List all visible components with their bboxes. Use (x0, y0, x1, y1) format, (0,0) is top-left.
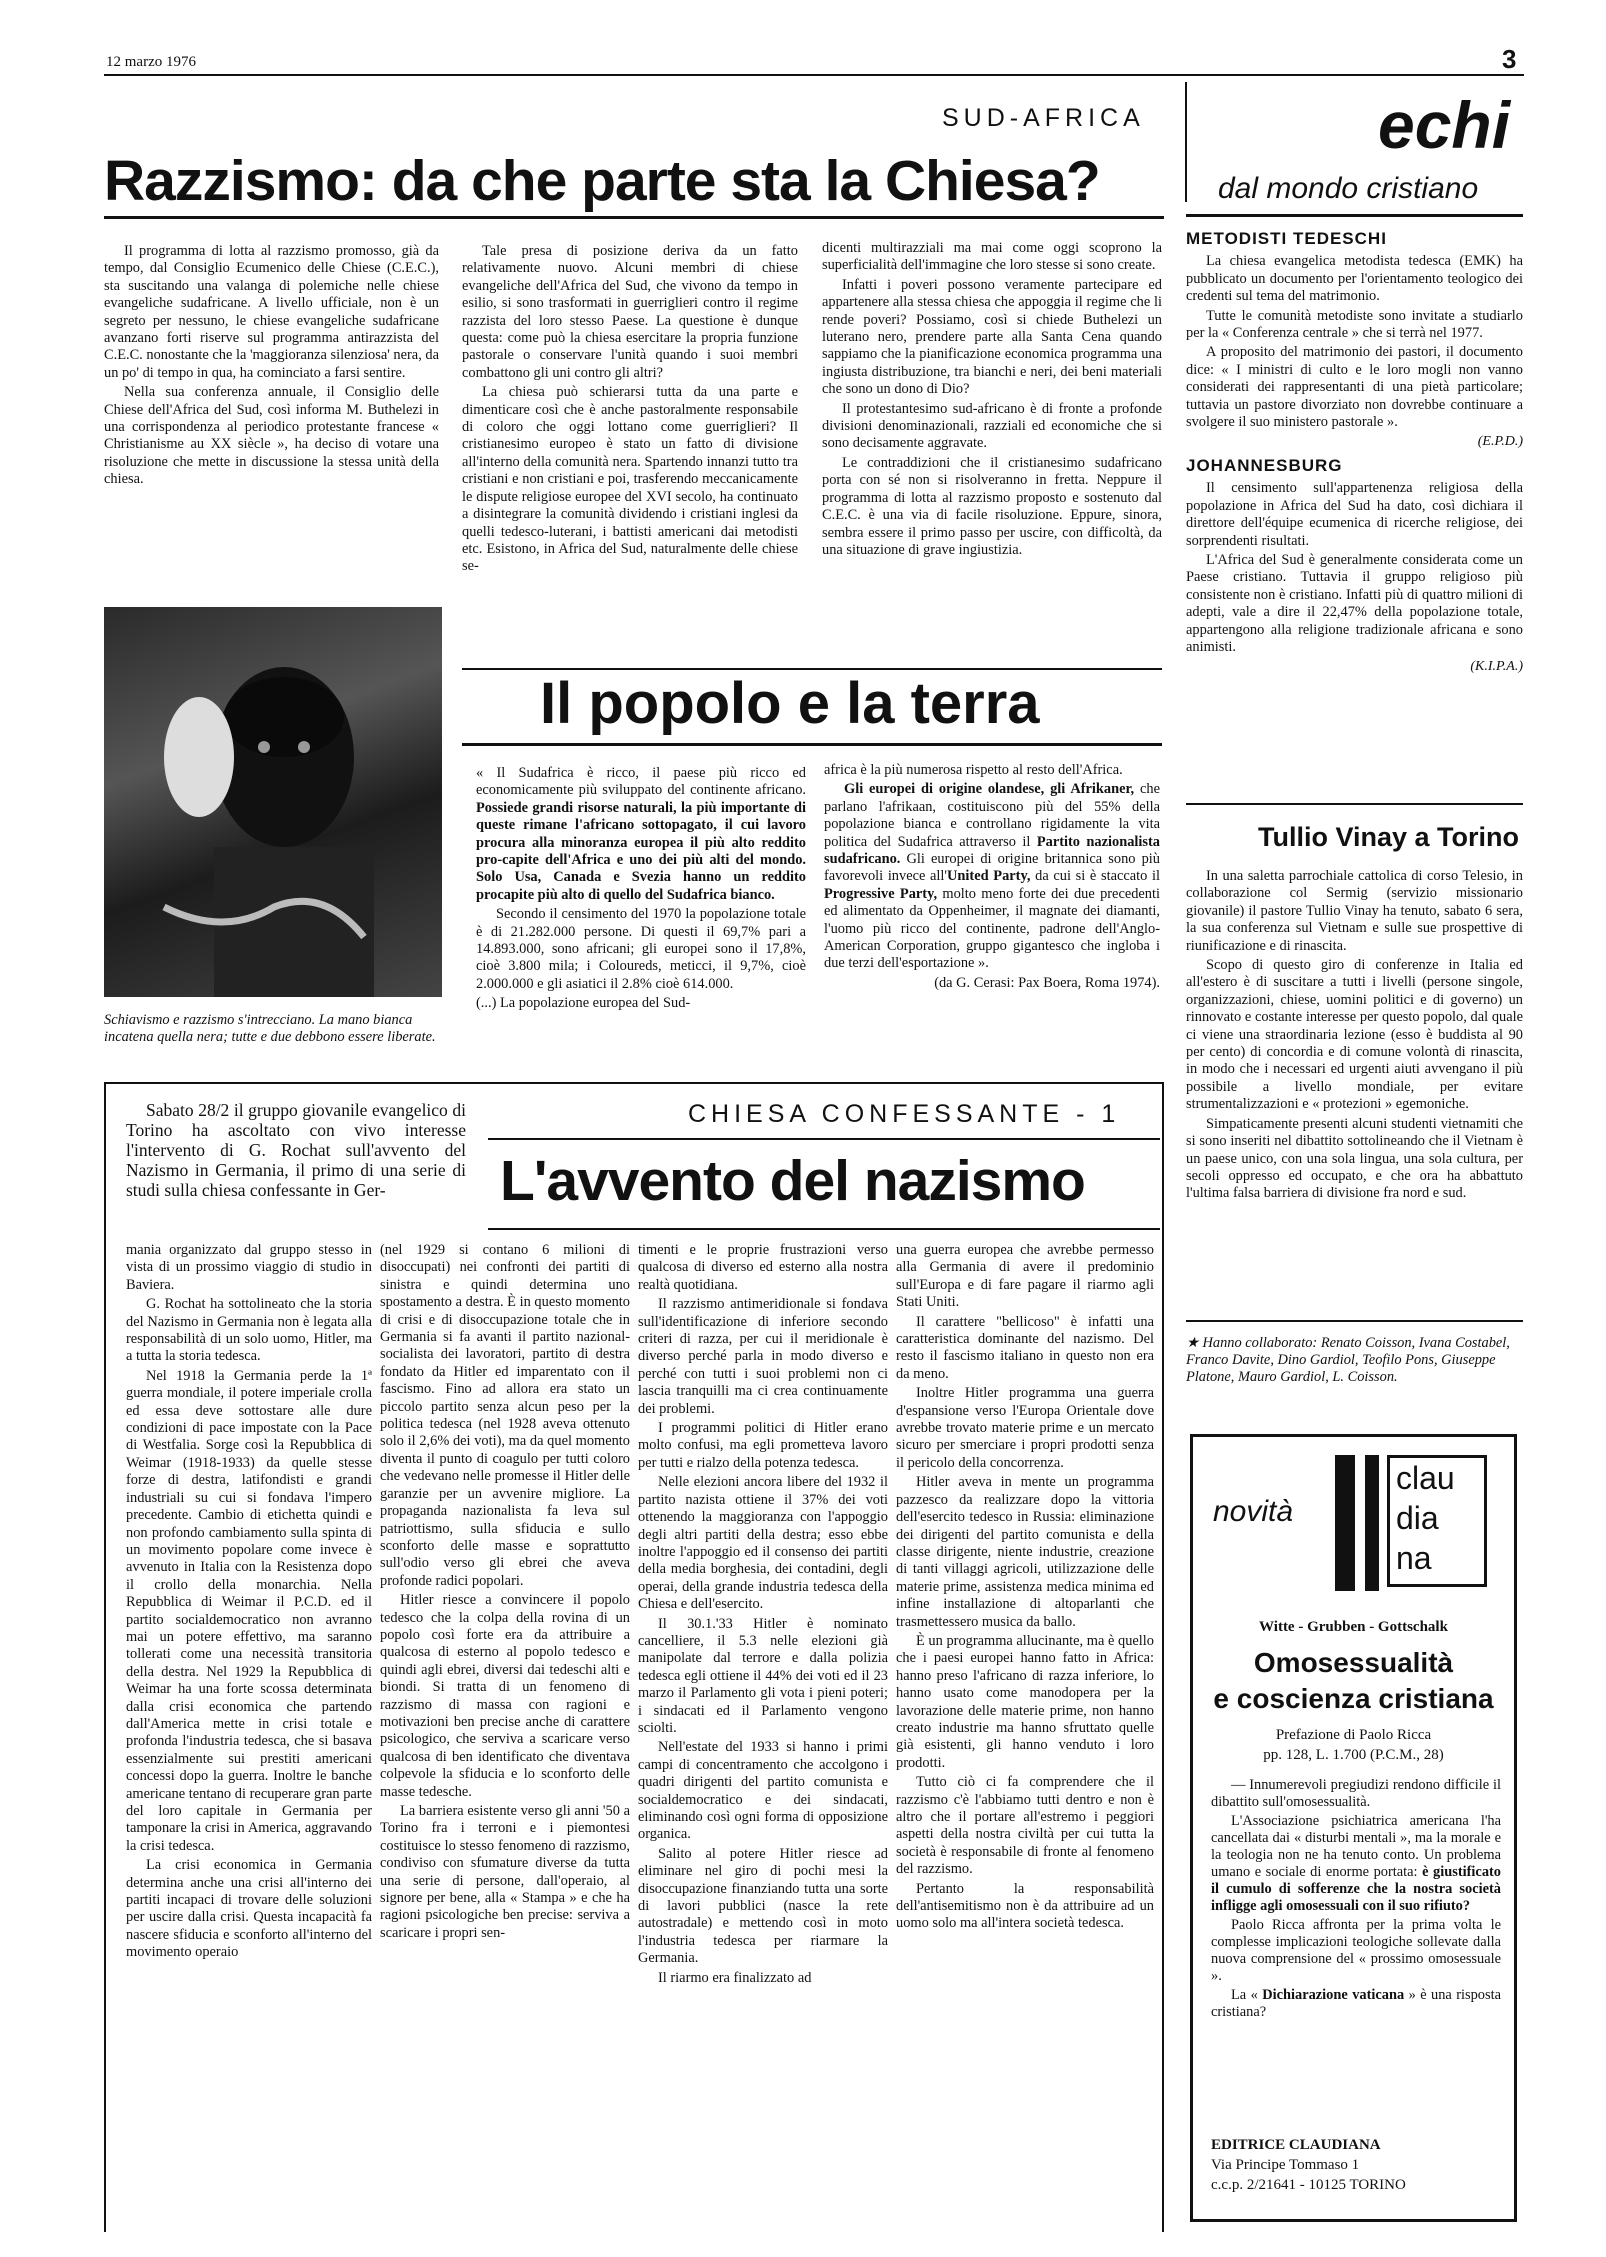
echi-column (1186, 230, 1523, 790)
paragraph: La barriera esistente verso gli anni '50 a Torino fra i terroni e i piemontesi costituisce lo stesso fenomeno di razzismo, condiviso con sfumature diverse da tutta una serie di persone, dall'operaio, al signore per bene, alla « Stampa » e che ha ragioni psicologiche ben precise: serviva a scaricare i propri sen- (380, 1803, 630, 1941)
paragraph: La « Dichiarazione vaticana » è una risposta cristiana? (1211, 1987, 1501, 2020)
nazismo-box-right (1162, 1082, 1164, 2232)
ad-title-1: Omosessualità (1253, 1647, 1454, 1678)
paragraph: In una saletta parrochiale cattolica di corso Telesio, in collaborazione col Sermig (servizio missionario giovanile) il pastore Tullio Vinay ha tenuto, sabato 6 sera, la sua conferenza sul Vietnam e sulle sue prospettive di riunificazione e di rinascita. (1186, 868, 1523, 954)
paragraph: Hitler riesce a convincere il popolo tedesco che la colpa della rovina di un popolo così forte era da attribuire a qualcosa di esterno al popolo tedesco e quindi agli ebrei, diversi dai tedeschi alti e biondi. Si tratta di un fenomeno di razzismo di massa con ragioni e motivazioni ben precise anche di carattere psicologico, che serviva a scaricare verso qualcosa di ben identificato che diventava colpevole la sfiducia e lo sconforto delle masse tedesche. (380, 1592, 630, 1800)
vinay-divider (1186, 1320, 1523, 1322)
paragraph: Il razzismo antimeridionale si fondava sull'identificazione di inferiore secondo criteri di razza, per cui il meridionale è diverso perché parla in modo diverso e perché con tutti i suoi problemi non ci lascia tranquilli ma ci crea continuamente dei problemi. (638, 1296, 888, 1417)
page-number: 3 (1502, 44, 1517, 74)
paragraph: (...) La popolazione europea del Sud- (476, 995, 691, 1012)
sudafrica-headline: Razzismo: da che parte sta la Chiesa? (104, 149, 1100, 213)
vinay-headline: Tullio Vinay a Torino (1258, 822, 1520, 852)
paragraph: A proposito del matrimonio dei pastori, il documento dice: « I ministri di culto e le loro mogli non vanno considerati dei rappresentanti di una pietà particolare; tuttavia un pastore divorziato non dovrebbe continuare a svolgere il suo ministero pastorale ». (1186, 344, 1523, 431)
ad-account: c.c.p. 2/21641 - 10125 TORINO (1211, 2177, 1406, 2193)
echi-section2-source: (K.I.P.A.) (1470, 659, 1523, 675)
nazismo-kicker-rule (488, 1138, 1160, 1140)
ad-pages: pp. 128, L. 1.700 (P.C.M., 28) (1263, 1747, 1444, 1763)
nazismo-intro: Sabato 28/2 il gruppo giovanile evangelico di Torino ha ascoltato con vivo interesse l'intervento di G. Rochat sull'avvento del Nazismo in Germania, il primo di una serie di studi sulla chiesa confessante in Ger- (126, 1100, 466, 1200)
paragraph: Infatti i poveri possono veramente partecipare ed appartenere alla stessa chiesa che appoggia il regime che li rende poveri? Possiamo, così si chiede Buthelezi un luterano nero, prendere parte alla Santa Cena quando sappiamo che la pianificazione economica programma una ingiusta distribuzione, tra bianchi e neri, dei beni materiali che sono un dono di Dio? (822, 276, 1162, 398)
paragraph: africa è la più numerosa rispetto al resto dell'Africa. (824, 762, 1123, 778)
paragraph: Nelle elezioni ancora libere del 1932 il partito nazista ottiene il 37% dei voti ottenendo la maggioranza con l'appoggio degli altri partiti della destra; esso ebbe inoltre l'appoggio ed il consenso dei partiti della media borghesia, dei contadini, degli operai, della grande industria tedesca della Chiesa e dell'esercito. (638, 1474, 888, 1613)
echi-rule (1186, 214, 1523, 217)
logo-box (1387, 1455, 1487, 1587)
credits: ★ Hanno collaborato: Renato Coisson, Ivana Costabel, Franco Davite, Dino Gardiol, Teofilo Pons, Giuseppe Platone, Mauro Gardiol, L. Coisson. (1186, 1335, 1510, 1385)
paragraph: timenti e le proprie frustrazioni verso qualcosa di diverso ed esterno alla nostra realtà quotidiana. (638, 1242, 888, 1293)
popolo-rule (462, 743, 1162, 746)
claudiana-logo (1335, 1455, 1493, 1591)
paragraph: Il riarmo era finalizzato ad (658, 1969, 812, 1986)
nazismo-col2 (380, 1242, 630, 2232)
ad-title-2: e coscienza cristiana (1213, 1683, 1494, 1714)
paragraph: Il carattere "bellicoso" è infatti una caratteristica dominante del nazismo. Del resto il fascismo italiano in questo non era da meno. (896, 1313, 1154, 1382)
ad-text (1211, 1777, 1501, 2117)
logo-bar-2 (1365, 1455, 1379, 1591)
paragraph: Tutte le comunità metodiste sono invitate a studiarlo per la « Conferenza centrale » che si terrà nel 1977. (1186, 307, 1523, 342)
paragraph: L'Africa del Sud è generalmente considerata come un Paese cristiano. Tuttavia il gruppo religioso più consistente non è cristiano. Infatti più di quattro milioni di adepti, vale a dire il 22,47% della popolazione totale, appartengono alla religione tradizionale africana e sono animisti. (1186, 551, 1523, 655)
paragraph: « Il Sudafrica è ricco, il paese più ricco ed economicamente più sviluppato del continente africano. Possiede grandi risorse naturali, la più importante di queste rimane l'africano sottopagato, il cui lavoro procura alla minoranza europea il più alto reddito pro-capite dell'Africa e uno dei più alti del mondo. Solo Usa, Canada e Svezia hanno un reddito procapite più alto di quello del Sudafrica bianco. (476, 765, 806, 903)
paragraph: Il protestantesimo sud-africano è di fronte a profonde divisioni denominazionali, razziali ed economiche che si sono decisamente aggravate. (822, 400, 1162, 452)
logo-text-2: dia (1396, 1500, 1439, 1536)
ad-preface: Prefazione di Paolo Ricca (1275, 1727, 1432, 1743)
sudafrica-kicker: SUD-AFRICA (942, 104, 1145, 132)
paragraph: La crisi economica in Germania determina anche una crisi all'interno dei partiti incapaci di trovare delle soluzioni per uscire dalla crisi. Questa incapacità fa nascere sfiducia e sconforto all'interno del movimento operaio (126, 1857, 372, 1961)
paragraph: I programmi politici di Hitler erano molto confusi, ma egli prometteva lavoro per tutti e rialzo della potenza tedesca. (638, 1420, 888, 1471)
echi-subtitle: dal mondo cristiano (1218, 172, 1479, 205)
echi-section1-heading: METODISTI TEDESCHI (1186, 230, 1387, 248)
nazismo-kicker: CHIESA CONFESSANTE - 1 (688, 1100, 1121, 1128)
nazismo-box-top (104, 1082, 1164, 1084)
photo-illustration (104, 607, 442, 997)
sudafrica-col3 (822, 240, 1162, 660)
paragraph: Il 30.1.'33 Hitler è nominato cancelliere, il 5.3 nelle elezioni già manipolate dal terrore e dalla polizia tedesca egli ottiene il 44% dei voti ed il 23 marzo il Parlamento gli vota i pieni poteri; i sindacati ed il Parlamento vengono sciolti. (638, 1615, 888, 1736)
photo-chained-hands (104, 607, 442, 997)
claudiana-ad (1190, 1434, 1517, 2222)
nazismo-headline: L'avvento del nazismo (500, 1149, 1085, 1213)
paragraph: Le contraddizioni che il cristianesimo sudafricano porta con sé non si risolveranno in fretta. Neppure il programma di lotta al razzismo proposto e sostenuto dal C.E.C. è una via di facile risoluzione. Eppure, sinora, sembra essere il primo passo per uscire, con difficoltà, da una situazione di grave ingiustizia. (822, 454, 1162, 558)
paragraph: Il censimento sull'appartenenza religiosa della popolazione in Africa del Sud ha dato, così dichiara il direttore dell'équipe ecumenica di ricerche religiose, dei sorprendenti risultati. (1186, 480, 1523, 549)
paragraph: Tutto ciò ci fa comprendere che il razzismo c'è l'abbiamo tutti dentro e non è altro che il portare all'estremo i peggiori aspetti della nostra civiltà per cui tutta la società è responsabile di fronte al fenomeno del razzismo. (896, 1774, 1154, 1878)
paragraph: dicenti multirazziali ma mai come oggi scoprono la superficialità dell'immagine che loro stesse si sono create. (822, 240, 1162, 274)
paragraph: Tale presa di posizione deriva da un fatto relativamente nuovo. Alcuni membri di chiese evangeliche dell'Africa del Sud, che vivono da tempo in esilio, si sono trasformati in guerriglieri contro il regime razzista del loro stesso Paese. La questione è dunque questa: come può la chiesa esercitare la propria funzione pastorale o conservare l'unità quando i suoi membri combattono gli uni contro gli altri? (462, 243, 798, 381)
paragraph: mania organizzato dal gruppo stesso in vista di un prossimo viaggio di studio in Baviera. (126, 1242, 372, 1293)
page-date: 12 marzo 1976 (106, 54, 196, 70)
sudafrica-rule (104, 216, 1164, 219)
sudafrica-col2 (462, 243, 798, 661)
nazismo-headline-rule (488, 1228, 1160, 1230)
popolo-headline: Il popolo e la terra (540, 671, 1040, 736)
paragraph: È un programma allucinante, ma è quello che i paesi europei hanno fatto in Africa: hanno preso l'africano di razza inferiore, lo hanno usato come manodopera per la lavorazione delle materie prime, non hanno creato industrie ma hanno sfruttato quelle già esistenti, gli hanno venduto i loro prodotti. (896, 1632, 1154, 1771)
logo-text-1: clau (1396, 1460, 1455, 1496)
nazismo-box-left (104, 1082, 106, 2232)
paragraph: G. Rochat ha sottolineato che la storia del Nazismo in Germania non è legata alla responsabilità di un solo uomo, Hitler, ma a tutta la storia tedesca. (126, 1296, 372, 1365)
logo-bar-1 (1335, 1455, 1355, 1591)
paragraph: Nell'estate del 1933 si hanno i primi campi di concentramento che accolgono i quadri dirigenti del partito comunista e socialdemocratico e dei sindacati, eliminando così ogni forma di opposizione organica. (638, 1739, 888, 1843)
paragraph: Salito al potere Hitler riesce ad eliminare nel giro di pochi mesi la disoccupazione finanziando tutta una sorte di lavori pubblici (nasce la rete autostradale) e mettendo così in moto l'industria tedesca per riarmare la Germania. (638, 1845, 888, 1967)
top-rule (104, 74, 1524, 76)
paragraph: Paolo Ricca affronta per la prima volta le complesse implicazioni teologiche sollevate dalla nuova comprensione del « prossimo omosessuale ». (1211, 1917, 1501, 1984)
paragraph: Secondo il censimento del 1970 la popolazione totale è di 21.282.000 persone. Di questi il 69,7% pari a 14.893.000, sono africani; gli europei sono il 17,8%, cioè 3.800 mila; i Coloureds, meticci, il 9,7%, cioè 2.000.000 e gli asiatici il 2.8% cioè 614.000. (476, 906, 806, 992)
nazismo-col4 (896, 1242, 1154, 2232)
paragraph: Simpaticamente presenti alcuni studenti vietnamiti che si sono inseriti nel dibattito sottolineando che il Vietnam è un paese unico, con una sola lingua, una sola cultura, per secoli oppresso ed occupato, e che ora ha abbattuto l'ultima falsa barriera di divisione fra nord e sud. (1186, 1115, 1523, 1202)
paragraph: La chiesa evangelica metodista tedesca (EMK) ha pubblicato un documento per l'orientamento teologico dei credenti sul tema del matrimonio. (1186, 253, 1523, 305)
ad-publisher: EDITRICE CLAUDIANA (1211, 2137, 1381, 2153)
echi-section1-source: (E.P.D.) (1477, 434, 1523, 450)
echi-title: echi (1378, 88, 1511, 162)
photo-caption: Schiavismo e razzismo s'intrecciano. La mano bianca incatena quella nera; tutte e due debbono essere liberate. (104, 1012, 436, 1045)
paragraph: Pertanto la responsabilità dell'antisemitismo non è da attribuire ad un uomo solo ma all'intera società tedesca. (896, 1880, 1154, 1932)
paragraph: Gli europei di origine olandese, gli Afrikaner, che parlano l'afrikaan, costituiscono più del 55% della popolazione bianca e controllano rigidamente la vita politica del Sudafrica attraverso il Partito nazionalista sudafricano. Gli europei di origine britannica sono più favorevoli invece all'United Party, da cui si è staccato il Progressive Party, molto meno forte dei due precedenti ed alimentato da Oppenheimer, il magnate dei diamanti, l'uomo più ricco del continente, padrone dell'Anglo-American Corporation, gruppo gigantesco che ingloba i due terzi dell'esportazione ». (824, 781, 1160, 972)
echi-left-rule (1185, 82, 1187, 202)
logo-text-3: na (1396, 1540, 1432, 1576)
paragraph: Inoltre Hitler programma una guerra d'espansione verso l'Europa Orientale dove avrebbe trovato materie prime e un mercato sicuro per smerciare i propri prodotti senza il pericolo della concorrenza. (896, 1385, 1154, 1471)
paragraph: Il programma di lotta al razzismo promosso, già da tempo, dal Consiglio Ecumenico delle Chiese (C.E.C.), sta suscitando una valanga di polemiche nelle chiese evangeliche sudafricane. A livello ufficiale, non è un segreto per nessuno, le chiese evangeliche sudafricane avanzano forti riserve sul programma antirazzista del C.E.C. nonostante che la 'maggioranza silenziosa' nera, da un po' di tempo in qua, ha cominciato a farsi sentire. (104, 243, 439, 381)
paragraph: Nella sua conferenza annuale, il Consiglio delle Chiese dell'Africa del Sud, così informa M. Buthelezi in una corrispondenza al periodico protestante francese « Christianisme au XX siècle », ha deciso di votare una risoluzione che mette in discussione la stessa unità della chiesa. (104, 384, 439, 488)
ad-novita: novità (1213, 1495, 1294, 1528)
ad-authors: Witte - Grubben - Gottschalk (1259, 1619, 1448, 1635)
vinay-column (1186, 868, 1523, 1308)
nazismo-col3 (638, 1242, 888, 2232)
paragraph: L'Associazione psichiatrica americana l'ha cancellata dai « disturbi mentali », ma la morale e la teologia non ne ha tenuto conto. Un problema umano e sociale di enorme portata: è giustificato il cumulo di sofferenze che la nostra società infligge agli omosessuali con il suo rifiuto? (1211, 1813, 1501, 1914)
popolo-source: (da G. Cerasi: Pax Boera, Roma 1974). (934, 974, 1160, 991)
paragraph: Nel 1918 la Germania perde la 1ª guerra mondiale, il potere imperiale crolla ed essa deve sottostare alle dure condizioni di pace impostate con la Pace di Westfalia. Sorge così la Repubblica di Weimar (1918-1933) da quelle stesse forze di destra, latifondisti e grandi industriali su cui si fondava l'impero precedente. Cambio di etichetta quindi e non profondo cambiamento sulla spinta di un movimento popolare come invece è avvenuto in Italia con la Resistenza dopo il crollo della monarchia. Nella Repubblica di Weimar il P.C.D. ed il partito socialdemocratico non avranno mai un potere effettivo, ma saranno tollerati come una necessità transitoria della destra. Nel 1929 la Repubblica di Weimar ha una forte scossa determinata dalla crisi economica che partendo dall'America mette in crisi totale e profonda l'industria tedesca, che si basava essenzialmente sui prestiti americani concessi dopo la guerra. Inoltre le banche americane tentano di recuperare gran parte del loro capitale in Germania per tamponare la crisi in America, aggravando la crisi tedesca. (126, 1367, 372, 1854)
ad-address: Via Principe Tommaso 1 (1211, 2157, 1360, 2173)
nazismo-col1 (126, 1242, 372, 2232)
paragraph: Scopo di questo giro di conferenze in Italia ed all'estero è di suscitare a tutti i livelli (persone singole, organizzazioni, chiese, uomini politici e di governo) un rinnovato e costante interesse per questo popolo, dal quale ci viene una straordinaria lezione (esso è buddista al 90 per cento) di concordia e di comune volontà di rinascita, in modo che i necessari ed urgenti aiuti avvengano il più possibile a livello mondiale, per evitare strumentalizzazioni e « protezioni » egemoniche. (1186, 957, 1523, 1113)
popolo-col2 (824, 762, 1160, 1062)
popolo-col1 (476, 765, 806, 1065)
sudafrica-col1 (104, 243, 439, 588)
paragraph: Hitler aveva in mente un programma pazzesco da realizzare dopo la vittoria dell'esercito tedesco in Russia: eliminazione dei dirigenti del partito comunista e della classe dirigente, niente industrie, creazione di tanti villaggi agricoli, utilizzazione delle materie prime, assistenza medica minima ed infine installazione di altoparlanti che trasmettessero musica da ballo. (896, 1474, 1154, 1630)
paragraph: La chiesa può schierarsi tutta da una parte e dimenticare così che è anche pastoralmente responsabile di coloro che oggi lottano come guerriglieri? Il cristianesimo europeo è stato un fatto di divisione all'interno della comunità nera. Spartendo innanzi tutto tra cristiani e non cristiani e poi, trasferendo meccanicamente le dispute religiose europee del XVI secolo, ha continuato a disintegrare la comunità dividendo i cristiani inglesi da quelli tedesco-luterani, i battisti americani dai metodisti etc. Esistono, in Africa del Sud, naturalmente delle chiese se- (462, 384, 798, 575)
echi-section2-heading: JOHANNESBURG (1186, 455, 1343, 475)
paragraph: (nel 1929 si contano 6 milioni di disoccupati) nei confronti dei partiti di sinistra e quindi determina uno spostamento a destra. È in questo momento di crisi e di disoccupazione totale che in Germania si fa avanti il partito nazional-socialista dei lavoratori, partito di destra fondato da Hitler ed imparentato con il fascismo. Fino ad allora era stato un piccolo partito senza alcun peso per la politica tedesca (nel 1928 aveva ottenuto solo il 2,6% dei voti), ma da quel momento diventa il punto di coagulo per tutti coloro che vedevano nelle promesse il Hitler delle garanzie per un avvenire migliore. La propaganda nazionalista fa leva sul patriottismo, sulla sfiducia e sullo sconforto delle masse e soprattutto sull'odio verso gli ebrei che aveva profonde radici popolari. (380, 1242, 630, 1589)
echi-divider (1186, 803, 1523, 805)
paragraph: una guerra europea che avrebbe permesso alla Germania di avere il predominio sull'Europa e di fare pagare il riarmo agli Stati Uniti. (896, 1242, 1154, 1311)
paragraph: — Innumerevoli pregiudizi rendono difficile il dibattito sull'omosessualità. (1211, 1777, 1501, 1810)
